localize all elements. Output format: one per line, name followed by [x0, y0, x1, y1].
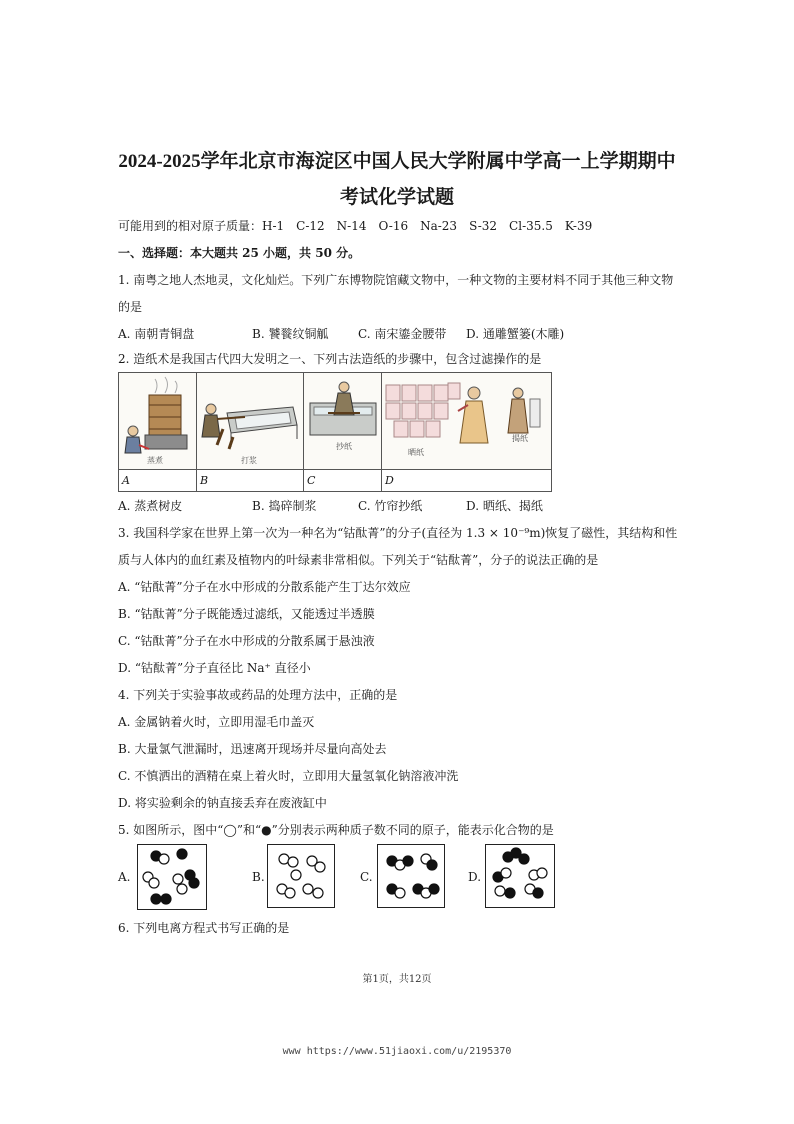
atomic-masses: 可能用到的相对原子质量：H-1 C-12 N-14 O-16 Na-23 S-32 Cl-35.5 K-39 [118, 219, 593, 233]
q1-option-c: C. 南宋鎏金腰带 [358, 327, 447, 341]
caption-scooping: 抄纸 [336, 442, 352, 451]
q6-stem: 6. 下列电离方程式书写正确的是 [118, 921, 290, 935]
q4-option-c: C. 不慎洒出的酒精在桌上着火时，立即用大量氢氧化钠溶液冲洗 [118, 769, 459, 783]
figure-letter-d: D [385, 474, 394, 487]
q3-stem-line1: 3. 我国科学家在世界上第一次为一种名为“钴酞菁”的分子(直径为 1.3 × 10⁻⁹m)恢复了磁性，其结构和性 [118, 526, 678, 540]
q2-option-a: A. 蒸煮树皮 [118, 499, 183, 513]
figure-cell-steaming [119, 373, 197, 469]
q2-option-c: C. 竹帘抄纸 [358, 499, 423, 513]
figure-letter-b: B [197, 470, 304, 492]
q4-stem: 4. 下列关于实验事故或药品的处理方法中，正确的是 [118, 688, 398, 702]
exam-title-line1: 2024-2025学年北京市海淀区中国人民大学附属中学高一上学期期中 [118, 151, 676, 172]
q1-stem-line2: 的是 [118, 300, 143, 314]
caption-peeling: 揭纸 [512, 434, 528, 443]
figure-cell-beating [197, 373, 304, 469]
atoms-diagram-d [486, 845, 553, 906]
q5-stem: 5. 如图所示，图中“◯”和“●”分别表示两种质子数不同的原子，能表示化合物的是 [118, 823, 554, 837]
q3-stem-line2: 质与人体内的血红素及植物内的叶绿素非常相似。下列关于“钴酞菁”，分子的说法正确的是 [118, 553, 599, 567]
section-heading: 一、选择题：本大题共 25 小题，共 50 分。 [118, 246, 361, 260]
caption-steaming: 蒸煮 [147, 456, 163, 465]
q5-box-b [267, 844, 335, 908]
q1-option-a: A. 南朝青铜盘 [118, 327, 195, 341]
figure-cell-scooping [304, 373, 382, 469]
caption-drying: 晒纸 [408, 448, 424, 457]
q5-label-a: A. [118, 870, 131, 884]
atoms-diagram-a [138, 845, 205, 908]
q4-option-d: D. 将实验剩余的钠直接丢弃在废液缸中 [118, 796, 327, 810]
source-watermark: www https://www.51jiaoxi.com/u/2195370 [282, 1046, 512, 1057]
q1-option-d: D. 通雕蟹篓(木雕) [466, 327, 565, 341]
scooping-illustration [304, 373, 382, 469]
q1-option-b: B. 饕餮纹铜觚 [252, 327, 329, 341]
q2-option-b: B. 捣碎制浆 [252, 499, 317, 513]
q5-label-d: D. [468, 870, 482, 884]
figure-letter-a: A [119, 470, 197, 492]
q3-option-c: C. “钴酞菁”分子在水中形成的分散系属于悬浊液 [118, 634, 375, 648]
q5-box-d [485, 844, 555, 908]
figure-cell-drying [382, 373, 551, 469]
papermaking-figure [118, 372, 552, 492]
q2-stem: 2. 造纸术是我国古代四大发明之一、下列古法造纸的步骤中，包含过滤操作的是 [118, 352, 542, 366]
page-number: 第1页，共12页 [362, 974, 432, 985]
atoms-diagram-b [268, 845, 333, 906]
q4-option-a: A. 金属钠着火时，立即用湿毛巾盖灭 [118, 715, 315, 729]
q4-option-b: B. 大量氯气泄漏时，迅速离开现场并尽量向高处去 [118, 742, 387, 756]
q1-stem-line1: 1. 南粤之地人杰地灵，文化灿烂。下列广东博物院馆藏文物中，一种文物的主要材料不同于其他三种文物 [118, 273, 674, 287]
caption-beating: 打浆 [241, 456, 257, 465]
exam-title-line2: 考试化学试题 [339, 187, 454, 208]
q5-label-c: C. [360, 870, 373, 884]
q5-label-b: B. [252, 870, 265, 884]
figure-letter-row [119, 469, 551, 492]
q3-option-b: B. “钴酞菁”分子既能透过滤纸，又能透过半透膜 [118, 607, 375, 621]
q2-option-d: D. 晒纸、揭纸 [466, 499, 543, 513]
q5-box-a [137, 844, 207, 910]
q3-option-a: A. “钴酞菁”分子在水中形成的分散系能产生丁达尔效应 [118, 580, 411, 594]
q3-option-d: D. “钴酞菁”分子直径比 Na⁺ 直径小 [118, 661, 311, 675]
atoms-diagram-c [378, 845, 443, 906]
q5-box-c [377, 844, 445, 908]
figure-letter-c: C [304, 470, 382, 492]
